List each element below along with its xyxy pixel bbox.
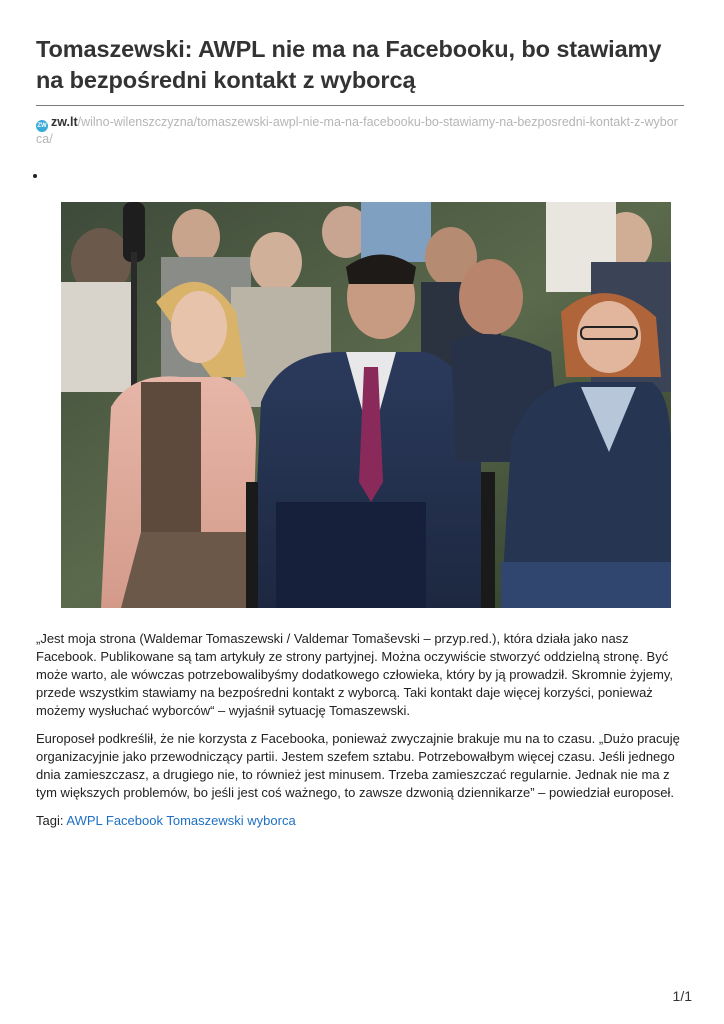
page-number: 1/1: [672, 988, 692, 1004]
article-title: Tomaszewski: AWPL nie ma na Facebooku, bo stawiamy na bezpośredni kontakt z wyborcą: [36, 36, 662, 93]
tags-label: Tagi:: [36, 813, 64, 828]
title-divider: [36, 105, 684, 106]
source-path[interactable]: /wilno-wilenszczyzna/tomaszewski-awpl-nie-ma-na-facebooku-bo-stawiamy-na-bezposredni-kontakt-z-wyborca/: [36, 115, 678, 146]
source-url[interactable]: [36, 115, 684, 147]
site-logo-icon: ZW: [36, 120, 48, 132]
article-body: [36, 630, 688, 830]
paragraph-1: „Jest moja strona (Waldemar Tomaszewski / Valdemar Tomaševski – przyp.red.), która działa jako nasz Facebook. Publikowane są tam artykuły ze strony partyjnej. Można oczywiście stworzyć oddzielną stronę. Być może warto, ale wówczas potrzebowalibyśmy dodatkowego człowieka, który by ją prowadził. Skromnie żyjemy, przede wszystkim stawiamy na bezpośredni kontakt z wyborcą. Taki kontakt daje więcej korzyści, ponieważ możemy wysłuchać wyborców“ – wyjaśnił sytuację Tomaszewski.: [36, 631, 674, 718]
tag-link-facebook[interactable]: Facebook: [105, 813, 163, 828]
article-page: [36, 34, 684, 828]
empty-list: [36, 167, 684, 183]
tag-link-tomaszewski[interactable]: Tomaszewski: [166, 813, 244, 828]
tags-line: [36, 812, 688, 830]
list-item: [48, 167, 684, 183]
source-host[interactable]: zw.lt: [51, 115, 78, 129]
article-photo: [61, 202, 671, 608]
tag-link-awpl[interactable]: AWPL: [66, 813, 103, 828]
paragraph-2: Europoseł podkreślił, że nie korzysta z Facebooka, ponieważ zwyczajnie brakuje mu na to czasu. „Dużo pracuję organizacyjnie jako przewodniczący partii. Jestem szefem sztabu. Potrzebowałbym więcej czasu. Jeśli jednego dnia zamieszczasz, a drugiego nie, to również jest minusem. Trzeba zamieszczać regularnie. Jednak nie ma z tym większych problemów, bo jeśli jest coś ważnego, to zawsze dzwonią dziennikarze” – powiedział europoseł.: [36, 731, 680, 800]
tag-link-wyborca[interactable]: wyborca: [247, 813, 296, 828]
